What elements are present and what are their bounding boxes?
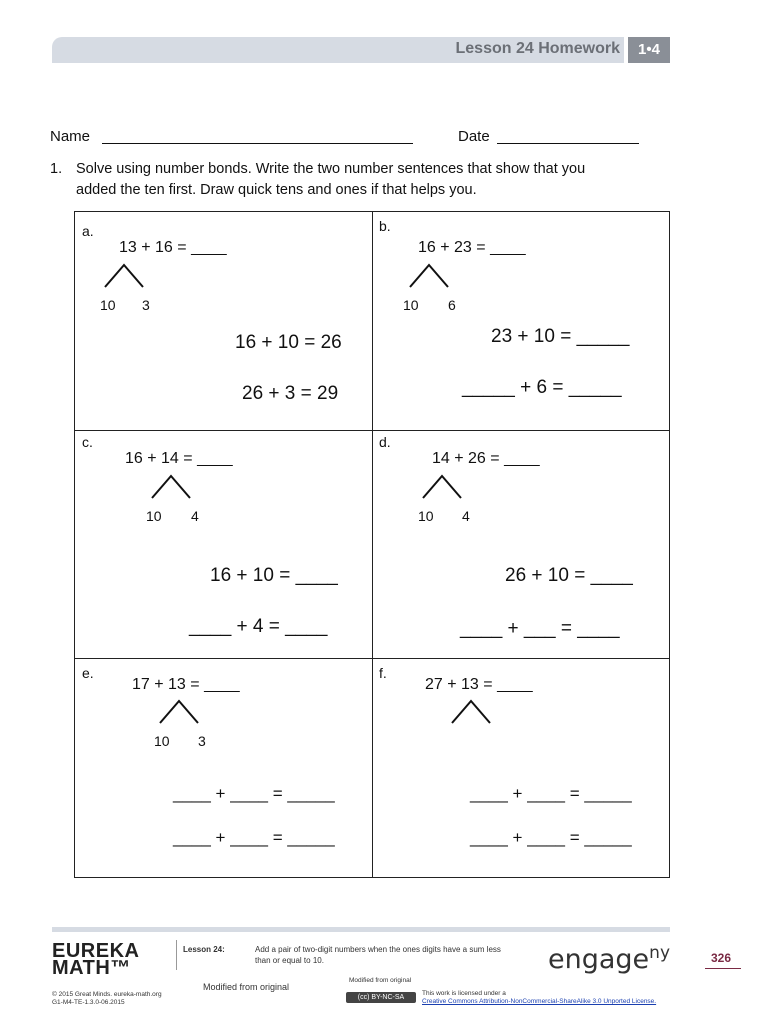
grid-divider-row-1 [74, 430, 670, 431]
number-sentence-2: ____ + ___ = ____ [460, 618, 620, 639]
copyright-line-2: G1-M4-TE-1.3.0-06.2015 [52, 999, 125, 1006]
number-sentence-1: ____ + ____ = _____ [173, 784, 335, 803]
number-sentence-1: 23 + 10 = _____ [491, 326, 630, 347]
problem-letter: b. [379, 218, 391, 234]
number-bond-icon [150, 474, 194, 500]
engage-superscript: ny [649, 943, 671, 963]
bond-part-tens: 10 [146, 508, 162, 524]
number-sentence-1: ____ + ____ = _____ [470, 784, 632, 803]
bond-part-tens: 10 [418, 508, 434, 524]
number-sentence-1: 16 + 10 = ____ [210, 565, 338, 586]
grid-divider-vertical [372, 211, 373, 878]
problem-letter: c. [82, 434, 93, 450]
logo-line-2: MATH™ [52, 957, 131, 979]
number-bond-icon [103, 263, 147, 289]
bond-part-ones: 3 [142, 297, 150, 313]
bond-part-ones: 4 [191, 508, 199, 524]
cc-license-badge: (cc) BY-NC-SA [346, 992, 416, 1003]
number-sentence-2: ____ + ____ = _____ [470, 828, 632, 847]
bond-part-tens: 10 [403, 297, 419, 313]
problem-letter: a. [82, 223, 94, 239]
module-badge: 1•4 [628, 37, 670, 63]
footer-lesson-desc-1: Add a pair of two-digit numbers when the ones digits have a sum less [255, 945, 501, 954]
date-label: Date [458, 128, 490, 145]
copyright-line-1: © 2015 Great Minds. eureka-math.org [52, 991, 162, 998]
problem-equation: 13 + 16 = ____ [119, 239, 227, 256]
footer-lesson-label: Lesson 24: [183, 945, 225, 954]
grid-divider-row-2 [74, 658, 670, 659]
lesson-title: Lesson 24 Homework [455, 40, 620, 57]
page-number-underline [705, 968, 741, 969]
problem-equation: 17 + 13 = ____ [132, 676, 240, 693]
instruction-line-1: Solve using number bonds. Write the two number sentences that show that you [76, 161, 586, 177]
eureka-math-logo [52, 940, 140, 979]
number-bond-icon [158, 699, 202, 725]
instruction-line-2: added the ten first. Draw quick tens and ones if that helps you. [76, 182, 477, 198]
modified-label: Modified from original [203, 982, 290, 992]
modified-small-label: Modified from original [349, 977, 412, 984]
date-field[interactable] [497, 143, 639, 144]
footer-lesson-desc-2: than or equal to 10. [255, 956, 324, 965]
problem-equation: 16 + 23 = ____ [418, 239, 526, 256]
footer-divider [176, 940, 177, 970]
problem-equation: 14 + 26 = ____ [432, 450, 540, 467]
name-label: Name [50, 128, 91, 145]
logo-line-1: EUREKA [52, 940, 140, 962]
bond-part-tens: 10 [154, 733, 170, 749]
number-bond-icon [450, 699, 494, 725]
number-sentence-2: _____ + 6 = _____ [462, 377, 622, 398]
number-sentence-2: ____ + 4 = ____ [189, 616, 328, 637]
number-sentence-2: ____ + ____ = _____ [173, 828, 335, 847]
license-link[interactable]: Creative Commons Attribution-NonCommercial-ShareAlike 3.0 Unported License. [422, 998, 657, 1005]
problem-letter: f. [379, 665, 387, 681]
problem-equation: 16 + 14 = ____ [125, 450, 233, 467]
name-field[interactable] [102, 143, 413, 144]
bond-part-ones: 3 [198, 733, 206, 749]
problem-letter: d. [379, 434, 391, 450]
problem-equation: 27 + 13 = ____ [425, 676, 533, 693]
engage-text: engage [548, 944, 650, 975]
footer-bar [52, 927, 670, 932]
number-sentence-1: 26 + 10 = ____ [505, 565, 633, 586]
bond-part-ones: 4 [462, 508, 470, 524]
bond-part-tens: 10 [100, 297, 116, 313]
bond-part-ones: 6 [448, 297, 456, 313]
page-number: 326 [711, 951, 732, 965]
problem-letter: e. [82, 665, 94, 681]
number-bond-icon [421, 474, 465, 500]
number-sentence-2: 26 + 3 = 29 [242, 383, 339, 404]
engage-ny-logo [548, 943, 670, 975]
number-bond-icon [408, 263, 452, 289]
number-sentence-1: 16 + 10 = 26 [235, 332, 342, 353]
license-line-1: This work is licensed under a [422, 990, 506, 997]
question-number: 1. [50, 161, 63, 177]
